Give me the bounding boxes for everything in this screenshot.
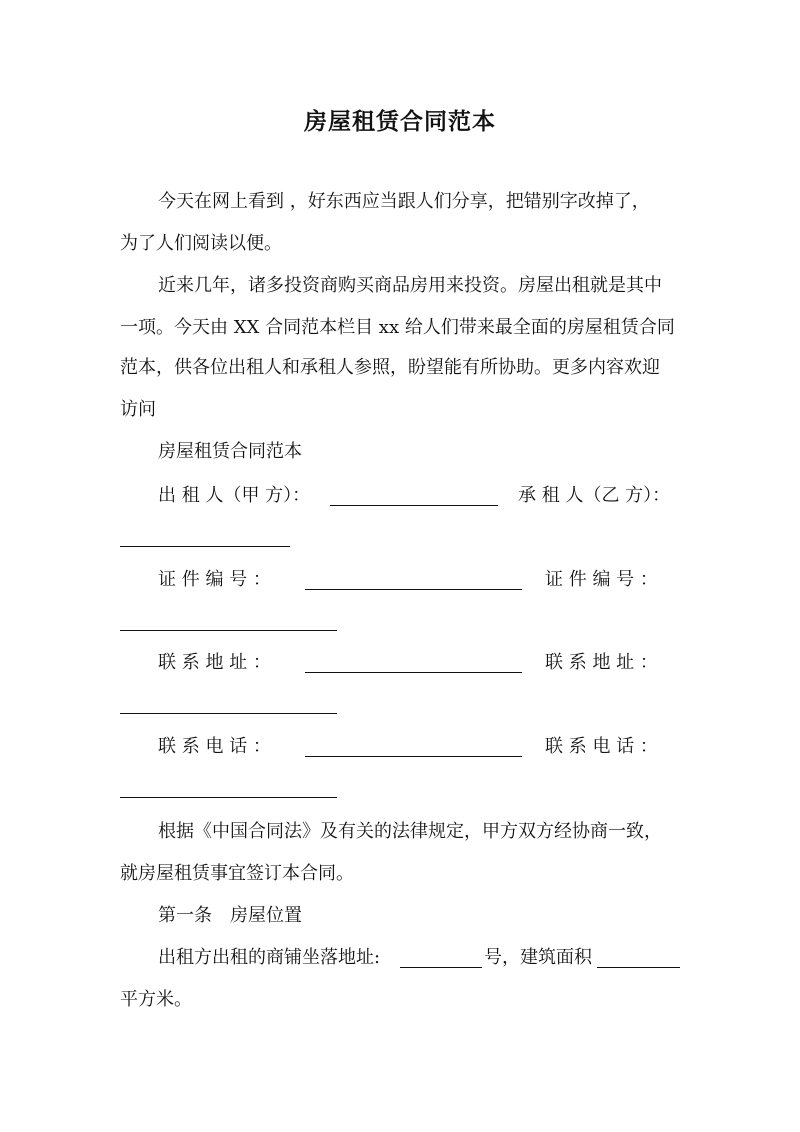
intro-line-1: 今天在网上看到 ，好东西应当跟人们分享，把错别字改掉了， (158, 191, 650, 212)
lessee-id-label: 证 件 编 号 ： (545, 569, 658, 590)
article-1-area-label: 号，建筑面积 (484, 947, 592, 968)
lessor-id-label: 证 件 编 号 ： (158, 569, 271, 590)
law-line-2: 就房屋租赁事宜签订本合同。 (120, 863, 354, 884)
lessee-id-blank (120, 630, 337, 631)
intro-line-2: 为了人们阅读以便。 (120, 233, 282, 254)
paragraph-line: 范本，供各位出租人和承租人参照，盼望能有所协助。更多内容欢迎 (120, 357, 660, 378)
paragraph-line: 一项。今天由 XX 合同范本栏目 xx 给人们带来最全面的房屋租赁合同 (120, 317, 675, 338)
lessor-address-label: 联 系 地 址 ： (158, 652, 271, 673)
lessor-address-blank (305, 672, 522, 673)
lessee-address-blank (120, 713, 337, 714)
lessee-address-label: 联 系 地 址 ： (545, 652, 658, 673)
article-1-unit: 平方米。 (120, 989, 192, 1010)
law-line-1: 根据《中国合同法》及有关的法律规定，甲方双方经协商一致， (158, 821, 662, 842)
lessee-blank (120, 546, 290, 547)
lessor-blank (330, 505, 498, 506)
area-blank (597, 967, 680, 968)
lessor-phone-blank (305, 756, 522, 757)
lessee-label: 承 租 人（乙 方）： (518, 485, 671, 506)
article-1-address-label: 出租方出租的商铺坐落地址: (158, 947, 381, 968)
lessee-phone-label: 联 系 电 话 ： (545, 736, 658, 757)
paragraph-line: 近来几年，诸多投资商购买商品房用来投资。房屋出租就是其中 (158, 275, 662, 296)
lessor-phone-label: 联 系 电 话 ： (158, 736, 271, 757)
paragraph-line: 访问 (120, 399, 156, 420)
article-1-title: 第一条 房屋位置 (158, 905, 302, 926)
document-title: 房屋租赁合同范本 (304, 108, 496, 135)
contract-subtitle: 房屋租赁合同范本 (158, 441, 302, 462)
lessee-phone-blank (120, 797, 337, 798)
lessor-label: 出 租 人（甲 方）： (158, 485, 311, 506)
lessor-id-blank (305, 589, 522, 590)
shop-number-blank (400, 967, 482, 968)
